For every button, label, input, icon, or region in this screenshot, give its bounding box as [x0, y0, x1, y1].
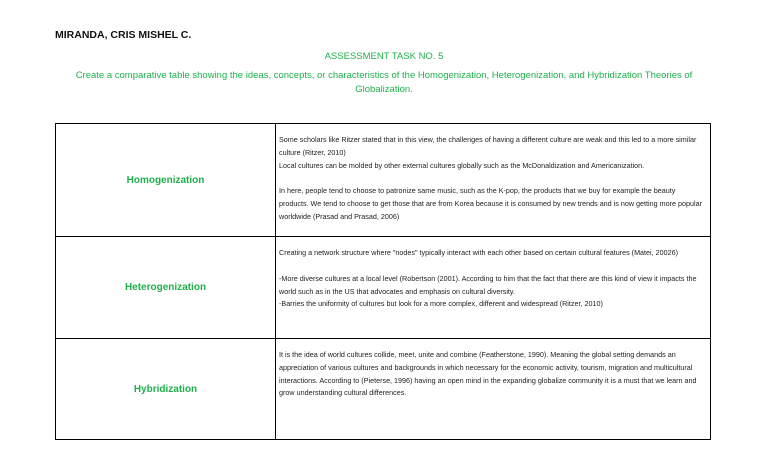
table-row-hybridization — [56, 339, 711, 440]
comparison-table — [55, 123, 711, 440]
description-paragraph: Creating a network structure where "nodes" typically interact with each other based on certain cultural features (Matei, 20026) — [279, 248, 679, 257]
description-paragraph: -More diverse cultures at a local level (Robertson (2001). According to him that the fact that there are this kind of view it impacts the world such as in the US that advocates and emphasis on cultural diversity. — [279, 273, 697, 296]
task-title: ASSESSMENT TASK NO. 5 — [324, 51, 444, 62]
description-paragraph: Some scholars like Ritzer stated that in this view, the challenges of having a different culture are weak and this led to a more similar culture (Ritzer, 2010) — [279, 135, 697, 157]
task-instruction: Create a comparative table showing the ideas, concepts, or characteristics of the Homogenization, Heterogenization, and Hybridization Theories of Globalization. — [75, 70, 693, 95]
term-cell: Heterogenization — [56, 237, 276, 339]
table-row-homogenization — [56, 124, 711, 237]
description-paragraph: In here, people tend to choose to patronize same music, such as the K-pop, the products that we buy for example the beauty products. We tend to choose to get those that are from Korea because it is consumed by new trends and is now getting more popular worldwide (Prasad and Prasad, 2006) — [279, 186, 702, 221]
description-cell — [276, 124, 711, 237]
description-paragraph: It is the idea of world cultures collide, meet, unite and combine (Featherstone, 1990). Meaning the global setting demands an appreciation of various cultures and backgrounds in which necessary for the economic activity, tourism, migration and multicultural interactions. According to (Pieterse, 1996) having an open mind in the expanding globalize community it is a must that we learn and grow understanding cultural differences. — [279, 350, 697, 398]
description-paragraph: Local cultures can be molded by other external cultures globally such as the McDonaldization and Americanization. — [279, 160, 645, 170]
author-name: MIRANDA, CRIS MISHEL C. — [55, 29, 192, 41]
description-paragraph: -Barries the uniformity of cultures but look for a more complex, different and widespread (Ritzer, 2010) — [279, 299, 603, 309]
description-cell — [276, 339, 711, 440]
term-cell: Homogenization — [56, 124, 276, 237]
term-cell: Hybridization — [56, 339, 276, 440]
table-row-heterogenization — [56, 237, 711, 339]
description-cell — [276, 237, 711, 339]
